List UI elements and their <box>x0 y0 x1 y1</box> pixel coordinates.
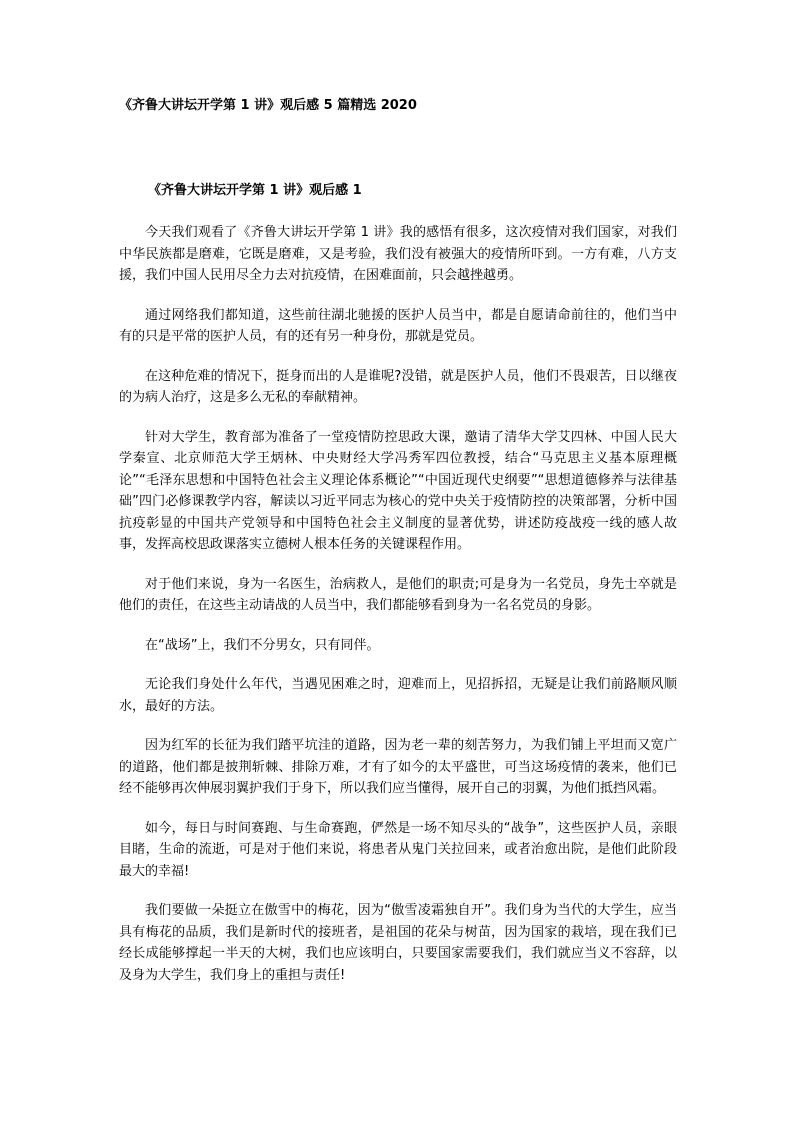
paragraph: 我们要做一朵挺立在傲雪中的梅花，因为“傲雪凌霜独自开”。我们身为当代的大学生，应当具有梅花的品质，我们是新时代的接班者，是祖国的花朵与树苗，因为国家的栽培，现在我们已经长成能够撑起一半天的大树，我们也应该明白，只要国家需要我们，我们就应当义不容辞，以及身为大学生，我们身上的重担与责任! <box>119 903 677 983</box>
paragraph: 通过网络我们都知道，这些前往湖北驰援的医护人员当中，都是自愿请命前往的，他们当中有的只是平常的医护人员，有的还有另一种身份，那就是党员。 <box>119 307 677 344</box>
paragraph: 在这种危难的情况下，挺身而出的人是谁呢?没错，就是医护人员，他们不畏艰苦，日以继夜的为病人治疗，这是多么无私的奉献精神。 <box>119 368 677 405</box>
section-title: 《齐鲁大讲坛开学第 1 讲》观后感 1 <box>148 183 362 198</box>
document-title: 《齐鲁大讲坛开学第 1 讲》观后感 5 篇精选 2020 <box>119 98 417 113</box>
paragraph: 因为红军的长征为我们踏平坑洼的道路，因为老一辈的刻苦努力，为我们铺上平坦而又宽广的道路，他们都是披荆斩棘、排除万难，才有了如今的太平盛世，可当这场疫情的袭来，他们已经不能够再次伸展羽翼护我们于身下，所以我们应当懂得，展开自己的羽翼，为他们抵挡风霜。 <box>119 738 677 796</box>
paragraph: 对于他们来说，身为一名医生，治病救人，是他们的职责;可是身为一名党员，身先士卒就是他们的责任，在这些主动请战的人员当中，我们都能够看到身为一名名党员的身影。 <box>119 576 677 613</box>
paragraph: 在“战场”上，我们不分男女，只有同伴。 <box>145 637 380 653</box>
paragraph: 如今，每日与时间赛跑、与生命赛跑，俨然是一场不知尽头的“战争”，这些医护人员，亲眼目睹，生命的流逝，可是对于他们来说，将患者从鬼门关拉回来，或者治愈出院，是他们此阶段最大的幸福! <box>119 820 677 879</box>
paragraph: 无论我们身处什么年代，当遇见困难之时，迎难而上，见招拆招，无疑是让我们前路顺风顺水，最好的方法。 <box>119 677 677 714</box>
paragraph: 今天我们观看了《齐鲁大讲坛开学第 1 讲》我的感悟有很多，这次疫情对我们国家，对我们中华民族都是磨难，它既是磨难，又是考验，我们没有被强大的疫情所吓到。一方有难，八方支援，我们中国人民用尽全力去对抗疫情，在困难面前，只会越挫越勇。 <box>119 225 677 283</box>
paragraph: 针对大学生，教育部为准备了一堂疫情防控思政大课，邀请了清华大学艾四林、中国人民大学秦宣、北京师范大学王炳林、中央财经大学冯秀军四位教授，结合“马克思主义基本原理概论”“毛泽东思想和中国特色社会主义理论体系概论”“中国近现代史纲要”“思想道德修养与法律基础”四门必修课教学内容，解读以习近平同志为核心的党中央关于疫情防控的决策部署，分析中国抗疫彰显的中国共产党领导和中国特色社会主义制度的显著优势，讲述防疫战疫一线的感人故事，发挥高校思政课落实立德树人根本任务的关键课程作用。 <box>119 429 677 552</box>
document-body <box>119 222 677 1004</box>
